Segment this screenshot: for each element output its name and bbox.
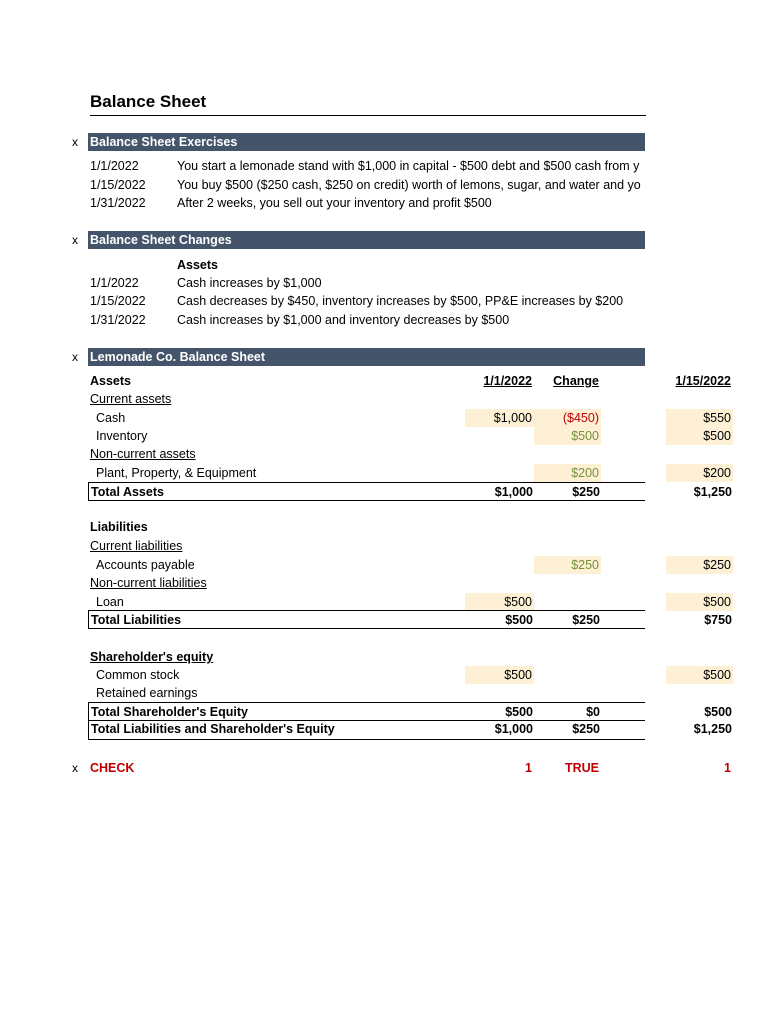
check-row bbox=[88, 759, 731, 777]
retained-earnings-row bbox=[88, 684, 645, 702]
cash-label: Cash bbox=[96, 411, 126, 425]
ppe-change[interactable]: $200 bbox=[534, 464, 601, 482]
title-divider bbox=[90, 115, 646, 116]
total-liabilities-equity-label: Total Liabilities and Shareholder's Equity bbox=[91, 722, 335, 736]
column-header-row bbox=[88, 372, 731, 390]
changes-subheader: Assets bbox=[177, 258, 218, 272]
current-assets-row bbox=[88, 390, 645, 408]
section-header-balance: Lemonade Co. Balance Sheet bbox=[88, 348, 645, 366]
loan-date1[interactable]: $500 bbox=[465, 593, 534, 611]
column-header-change: Change bbox=[553, 374, 599, 388]
accounts-payable-row bbox=[88, 556, 731, 574]
cash-date1[interactable]: $1,000 bbox=[465, 409, 534, 427]
exercise-row bbox=[88, 194, 645, 212]
accounts-payable-change[interactable]: $250 bbox=[534, 556, 601, 574]
change-date: 1/15/2022 bbox=[90, 294, 146, 308]
loan-label: Loan bbox=[96, 595, 124, 609]
current-liabilities-row bbox=[88, 537, 645, 555]
current-assets-label: Current assets bbox=[90, 392, 172, 406]
common-stock-label: Common stock bbox=[96, 668, 180, 682]
change-text: Cash increases by $1,000 and inventory decreases by $500 bbox=[177, 313, 510, 327]
common-stock-date1[interactable]: $500 bbox=[465, 666, 534, 684]
noncurrent-assets-row bbox=[88, 445, 645, 463]
inventory-date2[interactable]: $500 bbox=[666, 427, 733, 445]
total-assets-row bbox=[88, 482, 732, 501]
change-row bbox=[88, 274, 645, 292]
total-equity-date2[interactable]: $500 bbox=[704, 705, 732, 719]
row-marker: x bbox=[72, 761, 78, 775]
exercise-text: After 2 weeks, you sell out your inventory and profit $500 bbox=[177, 196, 492, 210]
row-marker: x bbox=[72, 233, 78, 247]
check-date1[interactable]: 1 bbox=[525, 761, 532, 775]
cash-row bbox=[88, 409, 731, 427]
liabilities-heading: Liabilities bbox=[90, 520, 148, 534]
equity-heading-row bbox=[88, 648, 645, 666]
change-date: 1/31/2022 bbox=[90, 313, 146, 327]
exercise-text: You buy $500 ($250 cash, $250 on credit) worth of lemons, sugar, and water and yo bbox=[177, 178, 641, 192]
inventory-label: Inventory bbox=[96, 429, 148, 443]
current-liabilities-label: Current liabilities bbox=[90, 539, 183, 553]
check-change[interactable]: TRUE bbox=[564, 761, 599, 775]
accounts-payable-date2[interactable]: $250 bbox=[666, 556, 733, 574]
changes-subheader-row bbox=[88, 256, 645, 274]
total-assets-label: Total Assets bbox=[91, 485, 164, 499]
section-header-changes: Balance Sheet Changes bbox=[88, 231, 645, 249]
column-header-date1: 1/1/2022 bbox=[483, 374, 532, 388]
total-liabilities-equity-row bbox=[88, 720, 732, 740]
retained-earnings-label: Retained earnings bbox=[96, 686, 198, 700]
total-assets-change[interactable]: $250 bbox=[572, 485, 600, 499]
cash-date2[interactable]: $550 bbox=[666, 409, 733, 427]
liabilities-heading-row bbox=[88, 518, 645, 536]
loan-row bbox=[88, 593, 731, 611]
exercise-row bbox=[88, 157, 645, 175]
noncurrent-liabilities-label: Non-current liabilities bbox=[90, 576, 207, 590]
equity-heading: Shareholder's equity bbox=[90, 650, 214, 664]
row-marker: x bbox=[72, 350, 78, 364]
total-liabilities-label: Total Liabilities bbox=[91, 613, 182, 627]
common-stock-date2[interactable]: $500 bbox=[666, 666, 733, 684]
ppe-label: Plant, Property, & Equipment bbox=[96, 466, 257, 480]
change-row bbox=[88, 292, 645, 310]
inventory-change[interactable]: $500 bbox=[534, 427, 601, 445]
total-equity-date1[interactable]: $500 bbox=[505, 705, 533, 719]
total-liabilities-change[interactable]: $250 bbox=[572, 613, 600, 627]
total-equity-row bbox=[88, 702, 732, 721]
total-liabilities-equity-date2[interactable]: $1,250 bbox=[693, 722, 732, 736]
change-text: Cash increases by $1,000 bbox=[177, 276, 322, 290]
cash-change[interactable]: ($450) bbox=[534, 409, 601, 427]
change-text: Cash decreases by $450, inventory increases by $500, PP&E increases by $200 bbox=[177, 294, 624, 308]
noncurrent-assets-label: Non-current assets bbox=[90, 447, 196, 461]
total-liabilities-date1[interactable]: $500 bbox=[505, 613, 533, 627]
exercise-row bbox=[88, 176, 645, 194]
total-liabilities-row bbox=[88, 610, 732, 629]
change-date: 1/1/2022 bbox=[90, 276, 139, 290]
total-liabilities-equity-date1[interactable]: $1,000 bbox=[494, 722, 533, 736]
total-equity-label: Total Shareholder's Equity bbox=[91, 705, 248, 719]
loan-date2[interactable]: $500 bbox=[666, 593, 733, 611]
row-marker: x bbox=[72, 135, 78, 149]
noncurrent-liabilities-row bbox=[88, 574, 645, 592]
change-row bbox=[88, 311, 645, 329]
total-liabilities-date2[interactable]: $750 bbox=[704, 613, 732, 627]
check-label: CHECK bbox=[90, 761, 135, 775]
inventory-row bbox=[88, 427, 731, 445]
exercise-date: 1/1/2022 bbox=[90, 159, 139, 173]
ppe-row bbox=[88, 464, 731, 482]
column-header-date2: 1/15/2022 bbox=[675, 374, 731, 388]
total-assets-date2[interactable]: $1,250 bbox=[693, 485, 732, 499]
assets-heading: Assets bbox=[90, 374, 131, 388]
total-liabilities-equity-change[interactable]: $250 bbox=[572, 722, 600, 736]
exercise-text: You start a lemonade stand with $1,000 in capital - $500 debt and $500 cash from y bbox=[177, 159, 640, 173]
page-title: Balance Sheet bbox=[90, 92, 207, 111]
ppe-date2[interactable]: $200 bbox=[666, 464, 733, 482]
exercise-date: 1/31/2022 bbox=[90, 196, 146, 210]
common-stock-row bbox=[88, 666, 731, 684]
accounts-payable-label: Accounts payable bbox=[96, 558, 195, 572]
total-equity-change[interactable]: $0 bbox=[586, 705, 600, 719]
total-assets-date1[interactable]: $1,000 bbox=[494, 485, 533, 499]
exercise-date: 1/15/2022 bbox=[90, 178, 146, 192]
section-header-exercises: Balance Sheet Exercises bbox=[88, 133, 645, 151]
check-date2[interactable]: 1 bbox=[724, 761, 731, 775]
